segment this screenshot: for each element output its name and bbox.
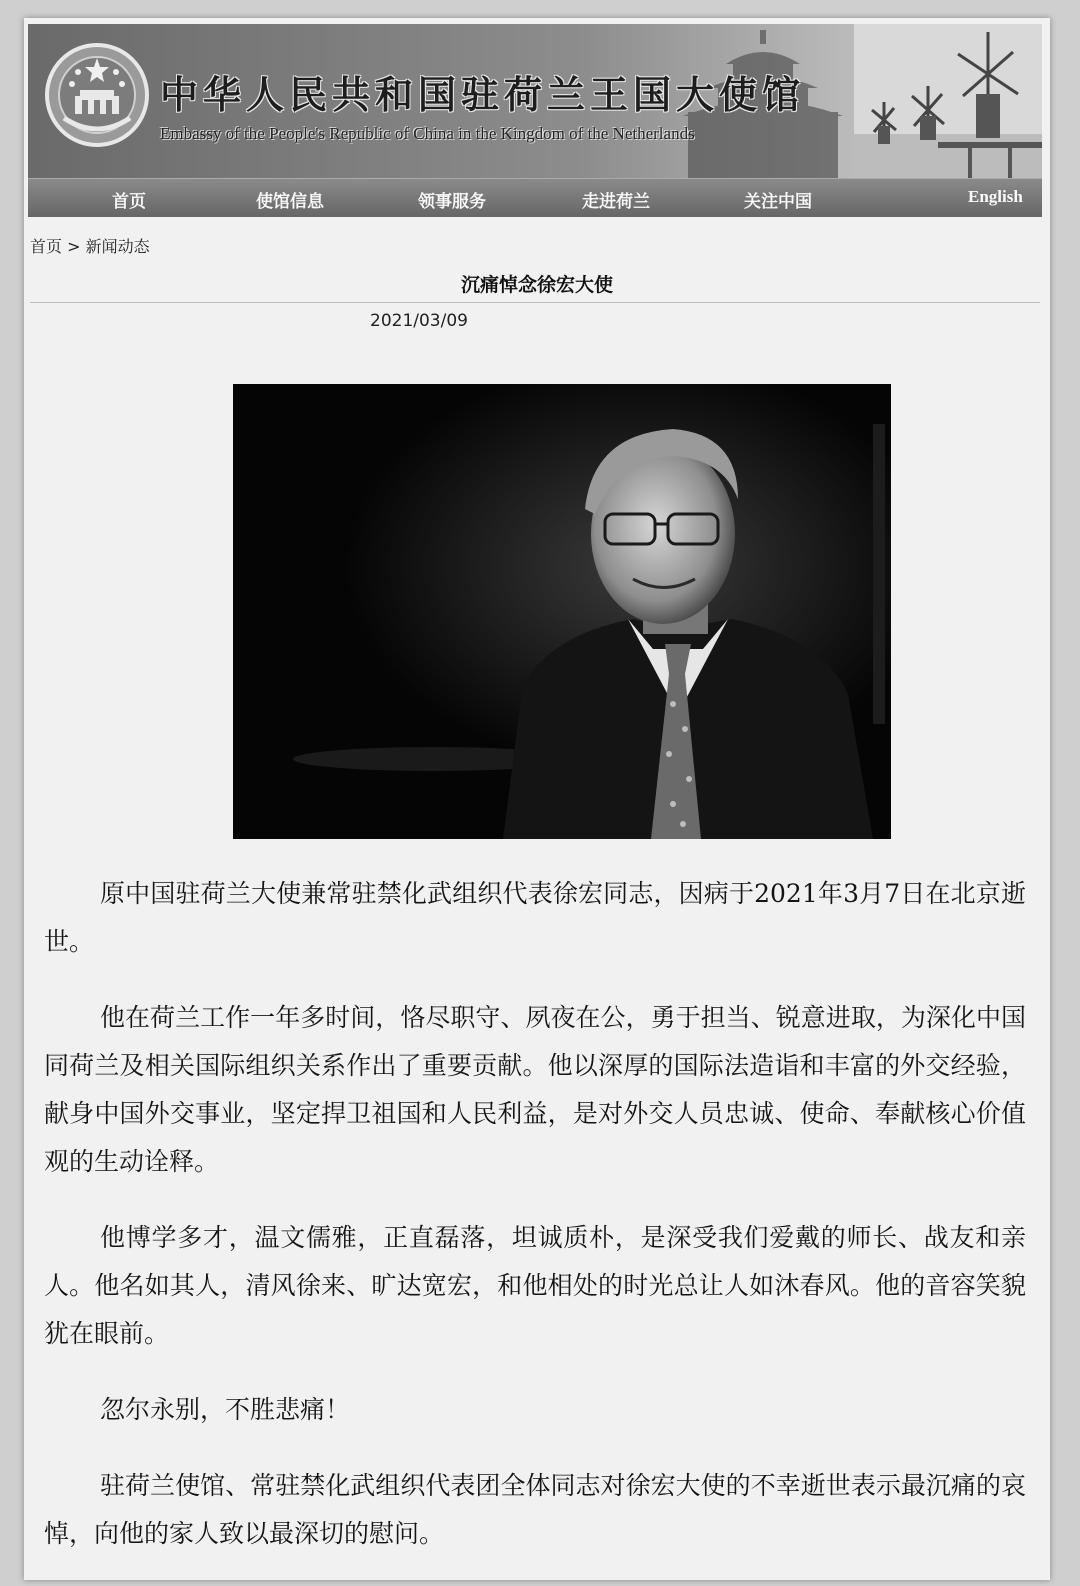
nav-item-focus-china[interactable]: 关注中国 xyxy=(744,192,812,212)
article-paragraph: 忽尔永别，不胜悲痛！ xyxy=(100,1395,351,1424)
site-title: 中华人民共和国驻荷兰王国大使馆 xyxy=(160,73,806,117)
nav-item-consular-services[interactable]: 领事服务 xyxy=(418,192,486,212)
article-date: 2021/03/09 xyxy=(370,311,468,331)
nav-item-embassy-info[interactable]: 使馆信息 xyxy=(256,192,324,212)
header-banner xyxy=(28,24,1042,180)
national-emblem-icon xyxy=(42,40,152,150)
article-title: 沉痛悼念徐宏大使 xyxy=(460,274,613,296)
portrait-photo xyxy=(233,384,891,839)
nav-item-home[interactable]: 首页 xyxy=(112,192,146,212)
article-paragraph: 原中国驻荷兰大使兼常驻禁化武组织代表徐宏同志，因病于2021年3月7日在北京逝世。 xyxy=(44,879,1026,956)
page xyxy=(24,18,1050,1580)
site-subtitle: Embassy of the People's Republic of China in the Kingdom of the Netherlands xyxy=(160,124,695,143)
breadcrumb-news-link[interactable]: 新闻动态 xyxy=(85,237,150,256)
nav-item-about-netherlands[interactable]: 走进荷兰 xyxy=(582,192,650,212)
nav-item-english[interactable]: English xyxy=(968,187,1023,206)
breadcrumb xyxy=(30,234,150,257)
article-paragraph: 他博学多才，温文儒雅，正直磊落，坦诚质朴，是深受我们爱戴的师长、战友和亲人。他名如其人，清风徐来、旷达宽宏，和他相处的时光总让人如沐春风。他的音容笑貌犹在眼前。 xyxy=(44,1223,1026,1348)
title-divider xyxy=(30,302,1040,303)
breadcrumb-home-link[interactable]: 首页 xyxy=(30,237,63,256)
breadcrumb-separator: > xyxy=(67,237,81,256)
main-nav xyxy=(28,178,1042,217)
article-paragraph: 驻荷兰使馆、常驻禁化武组织代表团全体同志对徐宏大使的不幸逝世表示最沉痛的哀悼，向他的家人致以最深切的慰问。 xyxy=(44,1471,1026,1548)
article-paragraph: 他在荷兰工作一年多时间，恪尽职守、夙夜在公，勇于担当、锐意进取，为深化中国同荷兰及相关国际组织关系作出了重要贡献。他以深厚的国际法造诣和丰富的外交经验，献身中国外交事业，坚定捍卫祖国和人民利益，是对外交人员忠诚、使命、奉献核心价值观的生动诠释。 xyxy=(44,1003,1026,1176)
portrait-image xyxy=(233,384,891,839)
article-body xyxy=(44,870,1026,1586)
